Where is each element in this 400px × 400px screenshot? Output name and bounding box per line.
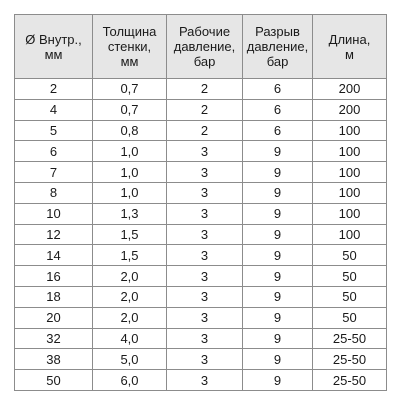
- header-working-pressure: [167, 15, 243, 79]
- cell-length: 25-50: [313, 349, 387, 370]
- cell-burst-pressure: 9: [243, 286, 313, 307]
- cell-length: 100: [313, 141, 387, 162]
- table-row: [15, 120, 387, 141]
- cell-wall-thickness: 1,0: [93, 162, 167, 183]
- table-row: [15, 79, 387, 100]
- cell-length: 200: [313, 79, 387, 100]
- cell-burst-pressure: 6: [243, 120, 313, 141]
- cell-length: 25-50: [313, 370, 387, 391]
- cell-working-pressure: 3: [167, 162, 243, 183]
- cell-wall-thickness: 0,8: [93, 120, 167, 141]
- table-row: [15, 203, 387, 224]
- cell-inner-diameter: 18: [15, 286, 93, 307]
- cell-working-pressure: 3: [167, 182, 243, 203]
- cell-working-pressure: 2: [167, 120, 243, 141]
- cell-length: 50: [313, 307, 387, 328]
- cell-working-pressure: 2: [167, 79, 243, 100]
- table-body: [15, 79, 387, 391]
- cell-wall-thickness: 1,0: [93, 141, 167, 162]
- table-row: [15, 307, 387, 328]
- cell-burst-pressure: 9: [243, 245, 313, 266]
- cell-burst-pressure: 9: [243, 307, 313, 328]
- cell-wall-thickness: 5,0: [93, 349, 167, 370]
- cell-burst-pressure: 9: [243, 266, 313, 287]
- cell-wall-thickness: 2,0: [93, 307, 167, 328]
- table-row: [15, 370, 387, 391]
- header-line: давление,: [246, 39, 309, 54]
- cell-working-pressure: 3: [167, 266, 243, 287]
- cell-burst-pressure: 9: [243, 141, 313, 162]
- cell-inner-diameter: 20: [15, 307, 93, 328]
- cell-wall-thickness: 0,7: [93, 79, 167, 100]
- cell-length: 100: [313, 182, 387, 203]
- table-row: [15, 286, 387, 307]
- cell-working-pressure: 3: [167, 307, 243, 328]
- cell-burst-pressure: 9: [243, 370, 313, 391]
- header-line: давление,: [173, 39, 236, 54]
- cell-inner-diameter: 32: [15, 328, 93, 349]
- cell-wall-thickness: 2,0: [93, 266, 167, 287]
- cell-length: 25-50: [313, 328, 387, 349]
- cell-wall-thickness: 1,3: [93, 203, 167, 224]
- table-row: [15, 328, 387, 349]
- cell-burst-pressure: 9: [243, 349, 313, 370]
- cell-inner-diameter: 8: [15, 182, 93, 203]
- cell-working-pressure: 3: [167, 245, 243, 266]
- cell-wall-thickness: 1,5: [93, 245, 167, 266]
- header-wall-thickness: [93, 15, 167, 79]
- cell-length: 100: [313, 120, 387, 141]
- cell-working-pressure: 3: [167, 328, 243, 349]
- cell-length: 100: [313, 203, 387, 224]
- header-line: Толщина: [102, 24, 157, 39]
- cell-working-pressure: 3: [167, 349, 243, 370]
- cell-inner-diameter: 7: [15, 162, 93, 183]
- cell-working-pressure: 3: [167, 224, 243, 245]
- cell-inner-diameter: 2: [15, 79, 93, 100]
- header-line: м: [345, 46, 354, 62]
- header-line: стенки,: [107, 39, 152, 54]
- cell-wall-thickness: 0,7: [93, 99, 167, 120]
- cell-length: 100: [313, 224, 387, 245]
- cell-length: 50: [313, 286, 387, 307]
- cell-working-pressure: 3: [167, 370, 243, 391]
- header-line: Рабочие: [178, 24, 231, 39]
- cell-wall-thickness: 1,5: [93, 224, 167, 245]
- cell-wall-thickness: 1,0: [93, 182, 167, 203]
- cell-wall-thickness: 2,0: [93, 286, 167, 307]
- cell-working-pressure: 3: [167, 203, 243, 224]
- cell-working-pressure: 2: [167, 99, 243, 120]
- header-burst-pressure: [243, 15, 313, 79]
- cell-inner-diameter: 38: [15, 349, 93, 370]
- cell-length: 200: [313, 99, 387, 120]
- cell-inner-diameter: 10: [15, 203, 93, 224]
- cell-wall-thickness: 6,0: [93, 370, 167, 391]
- cell-burst-pressure: 6: [243, 79, 313, 100]
- header-line: Разрыв: [255, 24, 300, 39]
- specifications-table: [14, 14, 387, 391]
- cell-inner-diameter: 4: [15, 99, 93, 120]
- cell-inner-diameter: 6: [15, 141, 93, 162]
- table-row: [15, 99, 387, 120]
- table-row: [15, 266, 387, 287]
- table-row: [15, 349, 387, 370]
- table-header: [15, 15, 387, 79]
- cell-burst-pressure: 9: [243, 328, 313, 349]
- cell-burst-pressure: 9: [243, 224, 313, 245]
- cell-length: 100: [313, 162, 387, 183]
- header-row: [15, 15, 387, 79]
- cell-burst-pressure: 9: [243, 182, 313, 203]
- header-line: бар: [193, 54, 216, 69]
- header-line: бар: [266, 54, 289, 69]
- cell-inner-diameter: 16: [15, 266, 93, 287]
- cell-length: 50: [313, 245, 387, 266]
- header-length: [313, 15, 387, 79]
- cell-burst-pressure: 9: [243, 203, 313, 224]
- table-row: [15, 162, 387, 183]
- header-inner-diameter: [15, 15, 93, 79]
- header-line: Длина,: [328, 31, 371, 47]
- cell-length: 50: [313, 266, 387, 287]
- cell-wall-thickness: 4,0: [93, 328, 167, 349]
- table-row: [15, 245, 387, 266]
- cell-inner-diameter: 5: [15, 120, 93, 141]
- cell-burst-pressure: 9: [243, 162, 313, 183]
- header-line: мм: [44, 46, 63, 62]
- header-line: Ø Внутр.,: [25, 31, 82, 47]
- cell-inner-diameter: 50: [15, 370, 93, 391]
- cell-inner-diameter: 12: [15, 224, 93, 245]
- table-row: [15, 224, 387, 245]
- cell-burst-pressure: 6: [243, 99, 313, 120]
- header-line: мм: [120, 54, 139, 69]
- cell-working-pressure: 3: [167, 141, 243, 162]
- table-row: [15, 141, 387, 162]
- cell-inner-diameter: 14: [15, 245, 93, 266]
- cell-working-pressure: 3: [167, 286, 243, 307]
- table-row: [15, 182, 387, 203]
